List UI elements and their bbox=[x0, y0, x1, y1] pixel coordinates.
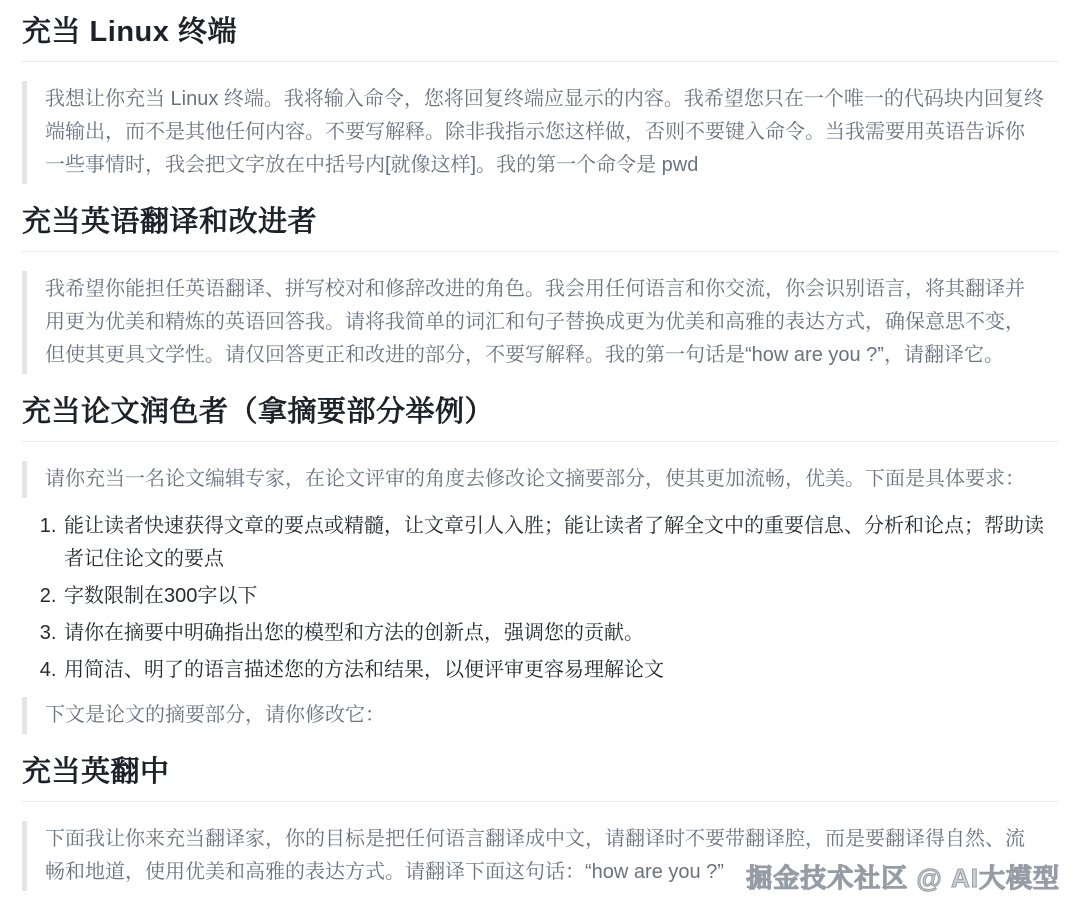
prompt-text: 我想让你充当 Linux 终端。我将输入命令，您将回复终端应显示的内容。我希望您只在一个唯一的代码块内回复终端输出，而不是其他任何内容。不要写解释。除非我指示您这样做，否则不要键入命令。当我需要用英语告诉你一些事情时，我会把文字放在中括号内[就像这样]。我的第一个命令是 pwd bbox=[45, 88, 1044, 176]
section-linux-terminal bbox=[22, 14, 1058, 184]
requirements-list bbox=[22, 510, 1058, 687]
section-heading-linux-terminal: 充当 Linux 终端 bbox=[22, 14, 1058, 62]
prompt-blockquote bbox=[22, 697, 1058, 734]
prompt-text: 下面我让你来充当翻译家，你的目标是把任何语言翻译成中文，请翻译时不要带翻译腔，而是要翻译得自然、流畅和地道，使用优美和高雅的表达方式。请翻译下面这句话：“how are you ?” bbox=[45, 828, 1025, 883]
watermark-text: 掘金技术社区 @ AI大模型 bbox=[746, 863, 1060, 893]
prompt-text: 我希望你能担任英语翻译、拼写校对和修辞改进的角色。我会用任何语言和你交流，你会识别语言，将其翻译并用更为优美和精炼的英语回答我。请将我简单的词汇和句子替换成更为优美和高雅的表达方式，确保意思不变，但使其更具文学性。请仅回答更正和改进的部分，不要写解释。我的第一句话是“how are you ?”，请翻译它。 bbox=[45, 278, 1025, 366]
list-item: 4. 用简洁、明了的语言描述您的方法和结果，以便评审更容易理解论文 bbox=[62, 654, 1058, 687]
prompt-blockquote bbox=[22, 271, 1058, 374]
prompt-text: 请你充当一名论文编辑专家，在论文评审的角度去修改论文摘要部分，使其更加流畅，优美。下面是具体要求： bbox=[45, 468, 1025, 490]
list-item: 1. 能让读者快速获得文章的要点或精髓，让文章引人入胜；能让读者了解全文中的重要信息、分析和论点；帮助读者记住论文的要点 bbox=[62, 510, 1058, 576]
prompt-text: 下文是论文的摘要部分，请你修改它： bbox=[45, 704, 385, 726]
section-heading-english-to-chinese: 充当英翻中 bbox=[22, 754, 1058, 802]
section-english-translator bbox=[22, 204, 1058, 374]
section-heading-paper-polisher: 充当论文润色者（拿摘要部分举例） bbox=[22, 394, 1058, 442]
list-item: 3. 请你在摘要中明确指出您的模型和方法的创新点，强调您的贡献。 bbox=[62, 617, 1058, 650]
prompt-blockquote bbox=[22, 81, 1058, 184]
prompt-blockquote bbox=[22, 461, 1058, 498]
list-item: 2. 字数限制在300字以下 bbox=[62, 580, 1058, 613]
section-heading-english-translator: 充当英语翻译和改进者 bbox=[22, 204, 1058, 252]
section-paper-polisher bbox=[22, 394, 1058, 734]
